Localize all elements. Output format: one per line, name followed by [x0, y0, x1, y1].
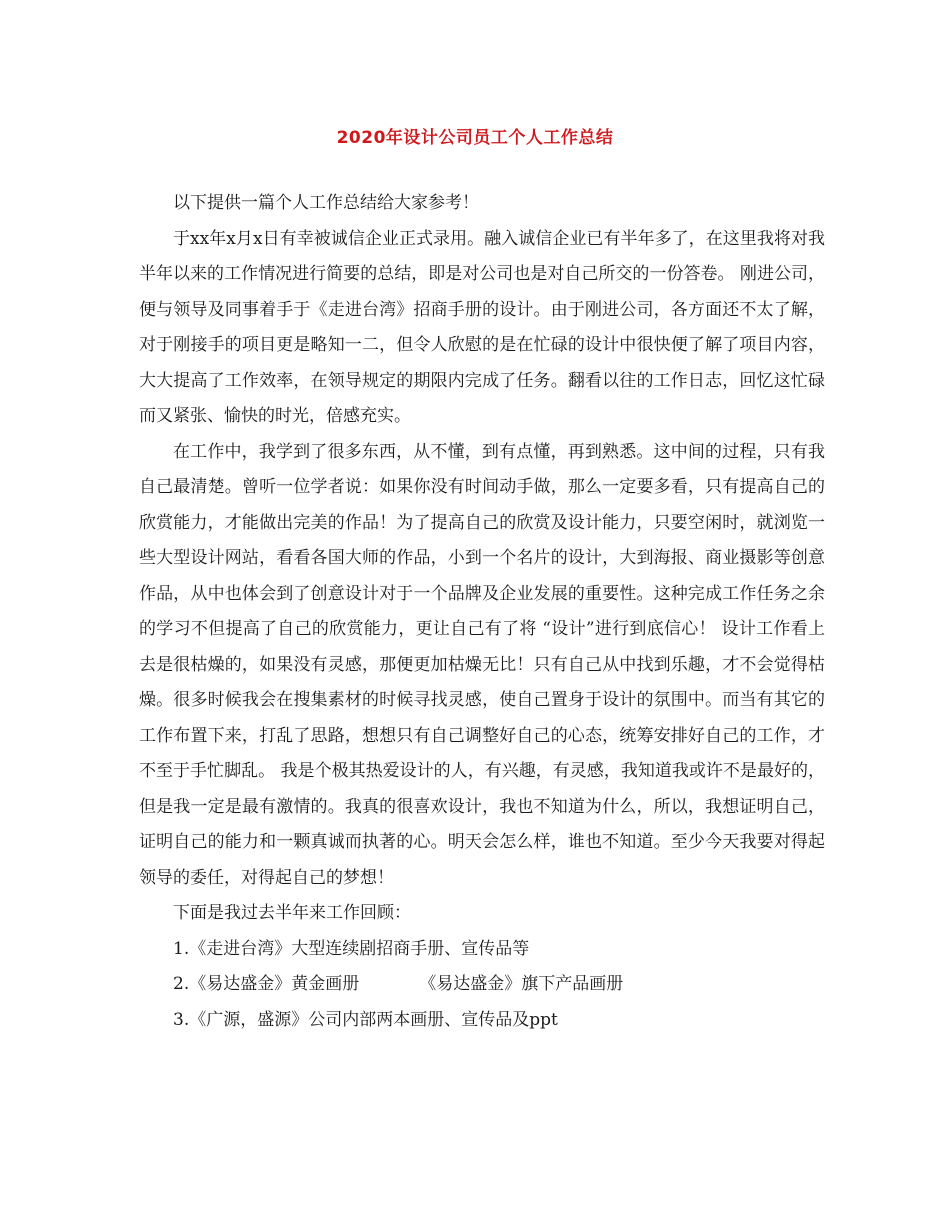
list-item-text: 《易达盛金》旗下产品画册	[419, 974, 624, 994]
paragraph-intro: 以下提供一篇个人工作总结给大家参考！	[173, 193, 479, 213]
document-title: 2020年设计公司员工个人工作总结	[336, 128, 614, 148]
list-item-text: 3.《广源，盛源》公司内部两本画册、宣传品及ppt	[173, 1009, 558, 1030]
list-item	[139, 967, 825, 1003]
paragraph-learning: 在工作中，我学到了很多东西，从不懂，到有点懂，再到熟悉。这中间的过程，只有我自己最清楚。曾听一位学者说：如果你没有时间动手做，那么一定要多看，只有提高自己的欣赏能力，才能做出完美的作品！为了提高自己的欣赏及设计能力，只要空闲时，就浏览一些大型设计网站，看看各国大师的作品，小到一个名片的设计，大到海报、商业摄影等创意作品，从中也体会到了创意设计对于一个品牌及企业发展的重要性。这种完成工作任务之余的学习不但提高了自己的欣赏能力，更让自己有了将 “设计”进行到底信心！ 设计工作看上去是很枯燥的，如果没有灵感，那便更加枯燥无比！只有自己从中找到乐趣，才不会觉得枯燥。很多时候我会在搜集素材的时候寻找灵感，使自己置身于设计的氛围中。而当有其它的工作布置下来，打乱了思路，想想只有自己调整好自己的心态，统筹安排好自己的工作，才不至于手忙脚乱。 我是个极其热爱设计的人，有兴趣，有灵感，我知道我或许不是最好的，但是我一定是最有激情的。我真的很喜欢设计，我也不知道为什么，所以，我想证明自己，证明自己的能力和一颗真诚而执著的心。明天会怎么样，谁也不知道。至少今天我要对得起领导的委任，对得起自己的梦想！	[139, 441, 825, 888]
document-body	[139, 186, 825, 1038]
paragraph-hired: 于xx年x月x日有幸被诚信企业正式录用。融入诚信企业已有半年多了，在这里我将对我半年以来的工作情况进行简要的总结，即是对公司也是对自己所交的一份答卷。 刚进公司，便与领导及同事着手于《走进台湾》招商手册的设计。由于刚进公司，各方面还不太了解，对于刚接手的项目更是略知一二，但令人欣慰的是在忙碌的设计中很快便了解了项目内容，大大提高了工作效率，在领导规定的期限内完成了任务。翻看以往的工作日志，回忆这忙碌而又紧张、愉快的时光，倍感充实。	[139, 228, 825, 426]
list-item-text: 2.《易达盛金》黄金画册	[173, 974, 360, 994]
paragraph-review-heading: 下面是我过去半年来工作回顾：	[173, 903, 411, 923]
list-item	[139, 1003, 825, 1039]
list-item-text: 1.《走进台湾》大型连续剧招商手册、宣传品等	[173, 938, 530, 959]
list-item	[139, 932, 825, 968]
